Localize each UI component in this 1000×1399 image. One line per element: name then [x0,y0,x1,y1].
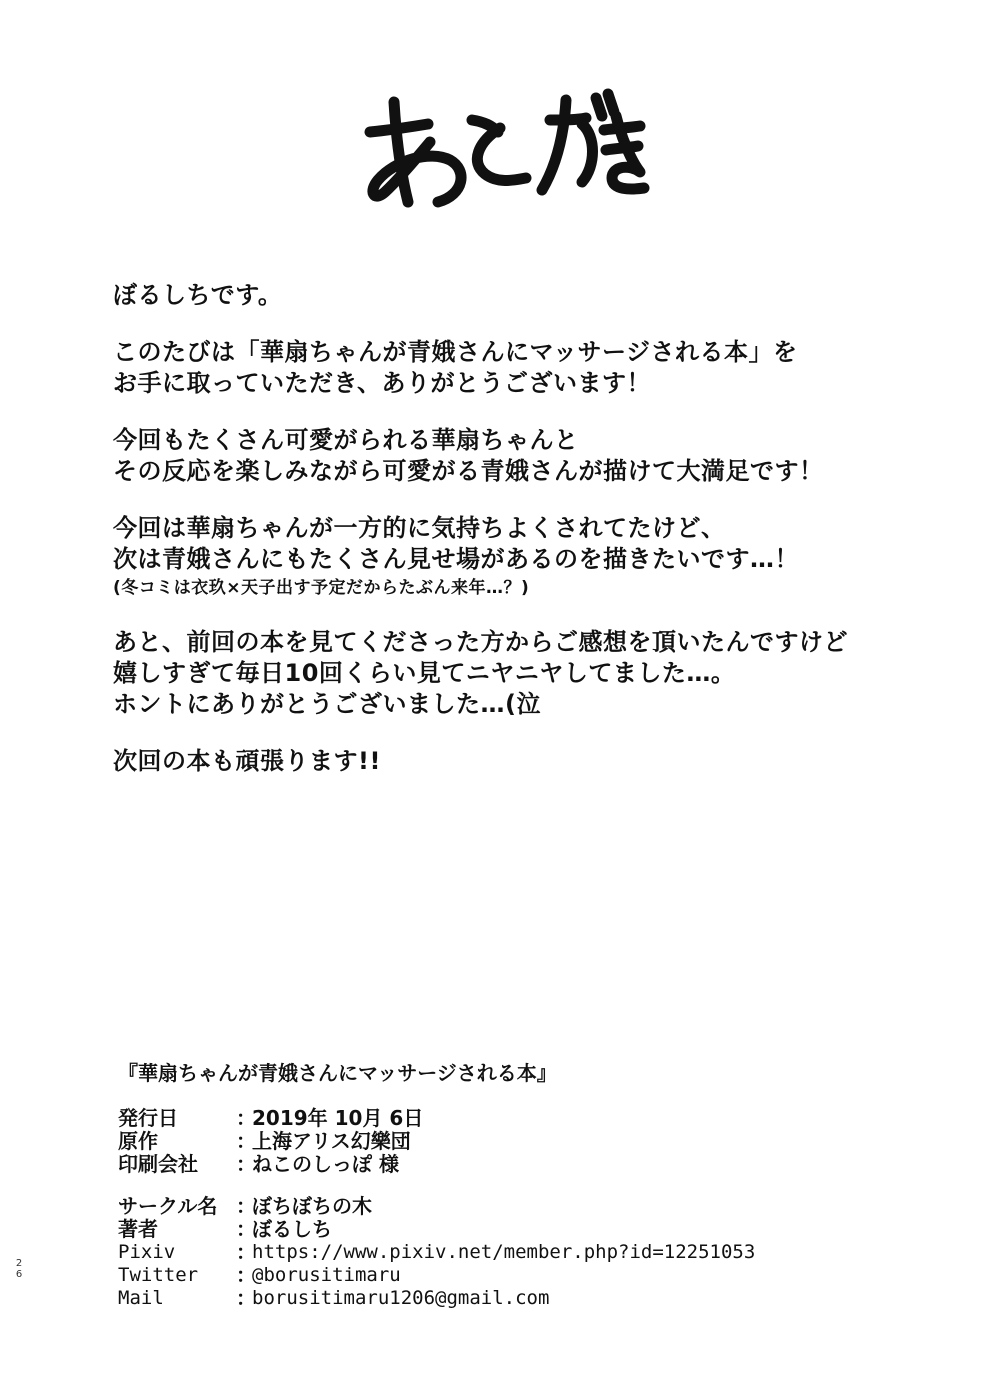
paragraph-closing [113,746,953,777]
colophon-key: 著者 [118,1217,158,1241]
colophon-separator: ： [236,1217,256,1241]
colophon-row-original [118,1130,878,1153]
text-line: このたびは「華扇ちゃんが青娥さんにマッサージされる本」を [113,338,798,366]
email-address: borusitimaru1206@gmail.com [252,1287,550,1309]
colophon-separator: ： [236,1129,256,1153]
page-number-digit: 2 [15,1258,23,1269]
text-line: ホントにありがとうございました…(泣 [113,690,541,718]
text-line: ぼるしちです。 [113,281,283,309]
colophon-key: サークル名 [118,1194,218,1218]
colophon-key: Mail [118,1287,164,1309]
colophon-key: 原作 [118,1129,158,1153]
colophon-circle-info [118,1195,878,1310]
colophon-value: 2019年 10月 6日 [252,1106,424,1130]
colophon-key: Twitter [118,1264,199,1286]
colophon-separator: ： [236,1263,256,1287]
text-line: 嬉しすぎて毎日10回くらい見てニヤニヤしてました…。 [113,659,736,687]
paragraph-greeting [113,280,953,311]
text-line: 今回もたくさん可愛がられる華扇ちゃんと [113,426,579,454]
colophon-row-mail [118,1287,878,1310]
text-line: お手に取っていただき、ありがとうございます！ [113,369,652,397]
colophon-separator: ： [236,1106,256,1130]
paragraph-satisfaction [113,425,953,487]
colophon-row-twitter [118,1264,878,1287]
colophon-row-author [118,1218,878,1241]
colophon-key: 印刷会社 [118,1152,198,1176]
page-number-digit: 6 [15,1269,23,1280]
text-line: その反応を楽しみながら可愛がる青娥さんが描けて大満足です！ [113,457,824,485]
text-line: 次回の本も頑張ります!! [113,747,381,775]
paragraph-thanks [113,337,953,399]
colophon-value: ぼるしち [252,1217,332,1241]
colophon-key: 発行日 [118,1106,178,1130]
colophon-separator: ： [236,1286,256,1310]
page-number [14,1258,24,1280]
text-line: 次は青娥さんにもたくさん見せ場があるのを描きたいです…！ [113,545,799,573]
paragraph-next-plan [113,513,953,601]
colophon-row-printer [118,1153,878,1176]
colophon-row-date [118,1107,878,1130]
text-line-note: (冬コミは衣玖×天子出す予定だからたぶん来年…？) [113,578,530,598]
colophon-separator: ： [236,1152,256,1176]
colophon-row-pixiv [118,1241,878,1264]
afterword-body [113,280,953,803]
colophon-book-title: 『華扇ちゃんが青娥さんにマッサージされる本』 [118,1061,557,1085]
afterword-heading-lettering [360,80,650,220]
text-line: あと、前回の本を見てくださった方からご感想を頂いたんですけど [113,628,848,656]
text-line: 今回は華扇ちゃんが一方的に気持ちよくされてたけど、 [113,514,726,542]
colophon-value: 上海アリス幻樂団 [252,1129,411,1153]
colophon-row-circle [118,1195,878,1218]
colophon [118,1062,878,1329]
afterword-heading [360,80,650,220]
colophon-publication-info [118,1107,878,1176]
colophon-value: ぼちぼちの木 [252,1194,372,1218]
colophon-separator: ： [236,1194,256,1218]
twitter-handle: @borusitimaru [252,1264,401,1286]
colophon-key: Pixiv [118,1241,176,1263]
paragraph-feedback [113,627,953,720]
pixiv-url-link[interactable]: https://www.pixiv.net/member.php?id=12251053 [252,1241,756,1263]
colophon-separator: ： [236,1240,256,1264]
colophon-value: ねこのしっぽ 様 [252,1152,399,1176]
